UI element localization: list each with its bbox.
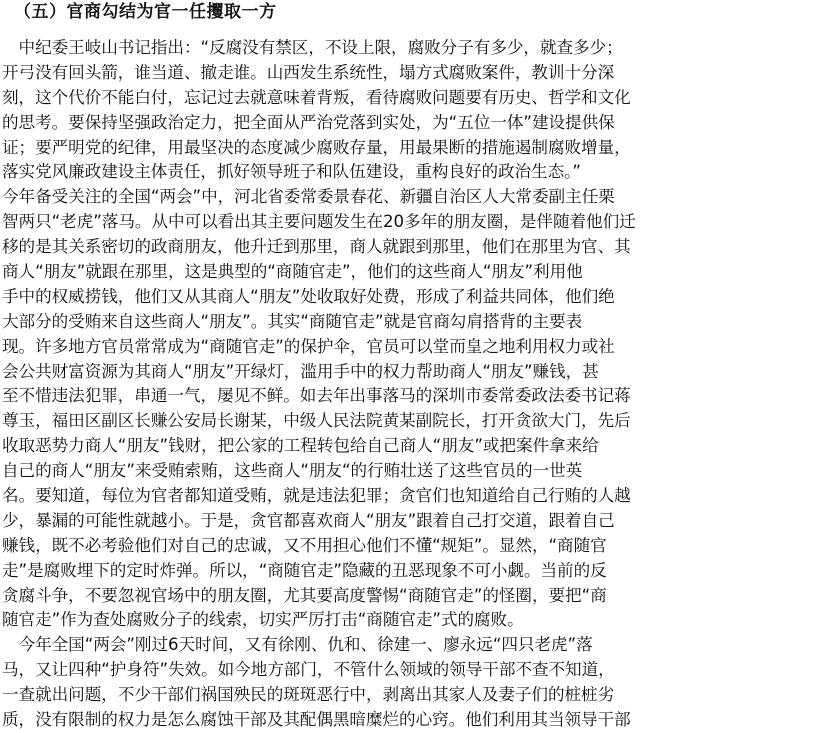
text-line: 落实党风廉政建设主体责任，抓好领导班子和队伍建设，重构良好的政治生态。” <box>2 162 581 182</box>
text-line: 刻，这个代价不能白付，忘记过去就意味着背叛，看待腐败问题要有历史、哲学和文化 <box>2 87 631 107</box>
text-line: 今年备受关注的全国“两会”中，河北省委常委景春花、新疆自治区人大常委副主任栗 <box>2 187 615 207</box>
text-line: 今年全国“两会”刚过6天时间，又有徐刚、仇和、徐建一、廖永远“四只老虎”落 <box>2 635 593 655</box>
text-line: 证；要严明党的纪律，用最坚决的态度减少腐败存量，用最果断的措施遏制腐败增量， <box>2 137 631 157</box>
text-line: 手中的权威捞钱，他们又从其商人“朋友”处收取好处费，形成了利益共同体，他们绝 <box>2 286 615 306</box>
text-line: 现。许多地方官员常常成为“商随官走”的保护伞，官员可以堂而皇之地利用权力或社 <box>2 336 615 356</box>
text-line: 随官走”作为查处腐败分子的线索，切实严厉打击“商随官走”式的腐败。 <box>2 610 524 630</box>
text-line: 少，暴漏的可能性就越小。于是，贪官都喜欢商人“朋友”跟着自己打交道，跟着自己 <box>2 510 615 530</box>
text-line: 收取恶势力商人“朋友”钱财，把公家的工程转包给自己商人“朋友”或把案件拿来给 <box>2 436 599 456</box>
text-line: 赚钱，既不必考验他们对自己的忠诚，又不用担心他们不懂“规矩”。显然，“商随官 <box>2 535 607 555</box>
text-line: 自己的商人“朋友”来受贿索贿，这些商人“朋友“的行贿壮送了这些官员的一世英 <box>2 461 583 481</box>
text-line: 会公共财富资源为其商人“朋友”开绿灯，滥用手中的权力帮助商人“朋友”赚钱，甚 <box>2 361 599 381</box>
text-line: 智两只“老虎”落马。从中可以看出其主要问题发生在20多年的朋友圈，是伴随着他们迁 <box>2 212 636 232</box>
text-line: 一查就出问题，不少干部们祸国殃民的斑斑恶行中，剥离出其家人及妻子们的桩桩劣 <box>2 685 615 705</box>
text-line: 移的是其关系密切的政商朋友，他升迁到那里，商人就跟到那里，他们在那里为官、其 <box>2 237 631 257</box>
text-line: 中纪委王岐山书记指出：“反腐没有禁区，不设上限，腐败分子有多少，就查多少； <box>2 38 623 57</box>
text-line: 贪腐斗争，不要忽视官场中的朋友圈，尤其要高度警惕“商随官走”的怪圈，要把“商 <box>2 585 607 605</box>
text-line: 开弓没有回头箭，谁当道、撤走谁。山西发生系统性，塌方式腐败案件，教训十分深 <box>2 62 615 82</box>
text-line: 走”是腐败埋下的定时炸弹。所以，“商随官走”隐藏的丑恶现象不可小觑。当前的反 <box>2 560 607 580</box>
text-line: 质，没有限制的权力是怎么腐蚀干部及其配偶黑暗糜烂的心窍。他们利用其当领导干部 <box>2 710 631 730</box>
text-line: 至不惜违法犯罪，串通一气，屡见不鲜。如去年出事落马的深圳市委常委政法委书记蒋 <box>2 386 631 406</box>
text-line: 名。要知道，每位为官者都知道受贿，就是违法犯罪；贪官们也知道给自己行贿的人越 <box>2 486 631 506</box>
text-line: 马，又让四种“护身符”失效。如今地方部门，不管什么领域的领导干部不查不知道， <box>2 660 615 680</box>
text-line: 尊玉，福田区副区长赚公安局长谢某，中级人民法院黄某副院长，打开贪欲大门，先后 <box>2 411 631 431</box>
text-line: 大部分的受贿来自这些商人“朋友”。其实“商随官走”就是官商勾肩搭背的主要表 <box>2 311 583 331</box>
text-line: 商人“朋友”就跟在那里，这是典型的“商随官走”，他们的这些商人“朋友”利用他 <box>2 262 583 282</box>
section-heading: （五）官商勾结为官一任攫取一方 <box>14 2 277 22</box>
text-line: 的思考。要保持坚强政治定力，把全面从严治党落到实处，为“五位一体”建设提供保 <box>2 112 615 132</box>
article-body <box>2 36 814 733</box>
